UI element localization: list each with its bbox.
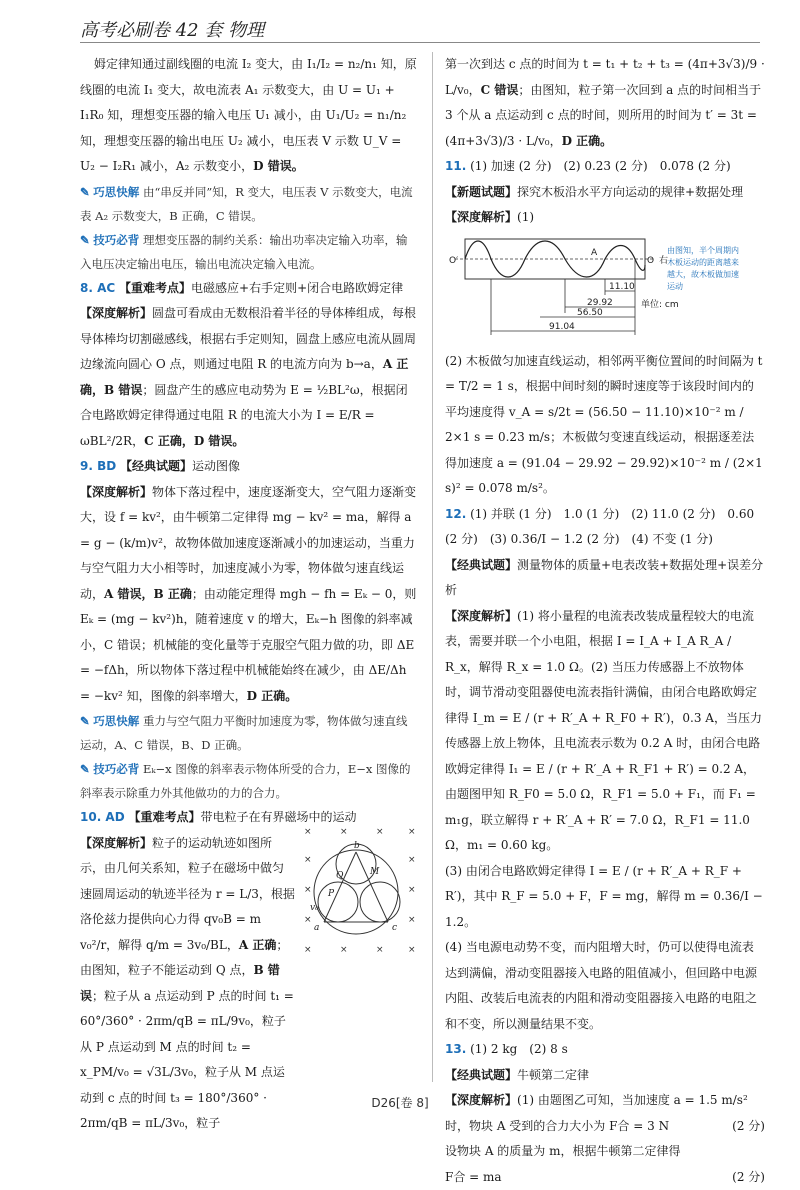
tip-must-know-1: ✎ 技巧必背 理想变压器的制约关系：输出功率决定输入功率，输入电压决定输出电压，输出电流决定输入电流。 [80, 228, 418, 276]
dist-29-92: 29.92 [587, 298, 613, 308]
label-b: b [354, 841, 360, 851]
q8-analysis: 【深度解析】圆盘可看成由无数根沿着半径的导体棒组成，每根导体棒均切割磁感线，根据右手定则知，圆盘上感应电流从圆周边缘流向圆心 O 点，则通过电阻 R 的电流方向为 b→a，A 正确，B 错误；圆盘产生的感应电动势为 E = ½BL²ω，根据闭合电路欧姆定律得通过电阻 R 的电流大小为 I = E/R = ωBL²/2R，C 正确，D 错误。 [80, 301, 418, 454]
tip-quick-solution-2: ✎ 巧思快解 重力与空气阻力平衡时加速度为零，物体做匀速直线运动，A、C 错误，B、D 正确。 [80, 709, 418, 757]
score-2: (2 分) [732, 1165, 765, 1190]
q12-answers: 12. (1) 并联 (1 分) 1.0 (1 分) (2) 11.0 (2 分) 0.60 (2 分) (3) 0.36/I − 1.2 (2 分) (4) 不变 (1 分) [445, 502, 765, 553]
label-c: c [392, 923, 397, 933]
svg-text:×: × [304, 855, 312, 865]
pencil-icon: ✎ [80, 185, 90, 199]
pencil-icon: ✎ [80, 714, 90, 728]
q8-header: 8. AC 【重难考点】电磁感应+右手定则+闭合电路欧姆定律 [80, 276, 418, 302]
q13-header: 【经典试题】牛顿第二定律 [445, 1063, 765, 1089]
pencil-icon: ✎ [80, 762, 90, 776]
unit-label: 单位: cm [641, 293, 679, 319]
dist-91-04: 91.04 [549, 322, 575, 332]
svg-text:×: × [408, 885, 416, 895]
margin-note: 由图知，半个周期内木板运动的距离越来越大，故木板做加速运动 [667, 245, 741, 293]
right-column [445, 52, 765, 1190]
label-v0: v₀ [310, 903, 319, 913]
tip-must-know-2: ✎ 技巧必背 Eₖ−x 图像的斜率表示物体所受的合力，E−x 图像的斜率表示除重力外其他做功的力的合力。 [80, 757, 418, 805]
page-header [80, 12, 760, 43]
book-title: 高考必刷卷 42 套 物理 [80, 16, 264, 42]
left-column [80, 52, 418, 1137]
q7-continuation: 姆定律知通过副线圈的电流 I₂ 变大，由 I₁/I₂ = n₂/n₁ 知，原线圈的电流 I₁ 变大，故电流表 A₁ 示数变大，由 U = U₁ + I₁R₀ 知，理想变压器的输入电压 U₁ 减小，由 U₁/U₂ = n₁/n₂ 知，理想变压器的输出电压 U₂ 减小，电压表 V 示数 U_V = U₂ − I₂R₁ 减小，A₂ 示数变小，D 错误。 [80, 52, 418, 180]
q11-answers: 11. (1) 加速 (2 分) (2) 0.23 (2 分) 0.078 (2 分) [445, 154, 765, 180]
q12-analysis-3: (3) 由闭合电路欧姆定律得 I = E / (r + R′_A + R_F + R′)，其中 R_F = 5.0 + F，F = mg，解得 m = 0.36/I − 1.2。 [445, 859, 765, 936]
q12-analysis: 【深度解析】(1) 将小量程的电流表改装成量程较大的电流表，需要并联一个小电阻，根据 I = I_A + I_A R_A / R_x，解得 R_x = 1.0 Ω。(2) 当压力传感器上不放物体时，调节滑动变阻器使电流表指针满偏，由闭合电路欧姆定律得 I_m = E / (r + R′_A + R_F0 + R′)，0.3 A，当压力传感器上放上物体，且电流表示数为 0.2 A 时，由闭合电路欧姆定律得 I₁ = E / (r + R′_A + R_F1 + R′) = 0.2 A，由题图甲知 R_F0 = 5.0 Ω，R_F1 = 5.0 + F₁，而 F₁ = m₁g，联立解得 r + R′_A + R′ = 7.0 Ω，R_F1 = 11.0 Ω，m₁ = 0.60 kg。 [445, 604, 765, 859]
wave-figure [445, 235, 765, 345]
score-1: (2 分) [732, 1114, 765, 1140]
svg-text:×: × [304, 827, 312, 837]
svg-text:×: × [408, 827, 416, 837]
svg-text:×: × [376, 945, 384, 955]
svg-text:×: × [340, 827, 348, 837]
label-o-prime: O′ [449, 256, 458, 266]
page-number: D26[卷 8] [0, 1094, 800, 1111]
dist-56-50: 56.50 [577, 308, 603, 318]
q13-answers: 13. (1) 2 kg (2) 8 s [445, 1037, 765, 1063]
svg-text:×: × [304, 885, 312, 895]
label-Q: Q [336, 871, 344, 881]
column-divider [432, 52, 433, 1082]
wave-diagram [445, 235, 675, 345]
label-a: a [314, 923, 319, 933]
q13-equation: F合 = ma (2 分) [445, 1165, 765, 1190]
svg-text:×: × [340, 945, 348, 955]
q11-analysis-2: (2) 木板做匀加速直线运动，相邻两平衡位置间的时间隔为 t = T/2 = 1 s，根据中间时刻的瞬时速度等于该段时间内的平均速度得 v_A = s/2t = (56.50 − 11.10)×10⁻² m / 2×1 s = 0.23 m/s；木板做匀变速直线运动，根据逐差法得加速度 a = (91.04 − 29.92 − 29.92)×10⁻² m / (2×1 s)² = 0.078 m/s²。 [445, 349, 765, 502]
tip-quick-solution-1: ✎ 巧思快解 由“串反并同”知，R 变大，电压表 V 示数变大，电流表 A₂ 示数变大，B 正确，C 错误。 [80, 180, 418, 228]
svg-text:×: × [408, 855, 416, 865]
label-P: P [327, 889, 335, 899]
q9-header: 9. BD 【经典试题】运动图像 [80, 454, 418, 480]
q10-continuation: 第一次到达 c 点的时间为 t = t₁ + t₂ + t₃ = (4π+3√3)/9 · L/v₀，C 错误；由图知，粒子第一次回到 a 点的时间相当于 3 个从 a 点运动到 c 点的时间，则所用的时间为 t′ = 3t = (4π+3√3)/3 · L/v₀，D 正确。 [445, 52, 765, 154]
q10-analysis: 【深度解析】粒子的运动轨迹如图所示，由几何关系知，粒子在磁场中做匀速圆周运动的轨迹半径为 r = L/3，根据洛伦兹力提供向心力得 qv₀B = m v₀²/r，解得 q/m = 3v₀/BL，A 正确；由图知，粒子不能运动到 Q 点，B 错误；粒子从 a 点运动到 P 点的时间 t₁ = 60°/360° · 2πm/qB = πL/9v₀，粒子从 P 点运动到 M 点的时间 t₂ = x_PM/v₀ = √3L/3v₀，粒子从 M 点运动到 c 点的时间 t₃ = 180°/360° · 2πm/qB = πL/3v₀，粒子 [80, 831, 295, 1137]
trajectory-diagram [300, 822, 418, 964]
pencil-icon: ✎ [80, 233, 90, 247]
dist-11-10: 11.10 [609, 282, 635, 292]
q11-header: 【新题试题】探究木板沿水平方向运动的规律+数据处理 [445, 180, 765, 206]
svg-text:×: × [304, 915, 312, 925]
magnetic-field-figure [300, 822, 418, 964]
label-M: M [369, 867, 380, 877]
q9-analysis: 【深度解析】物体下落过程中，速度逐渐变大，空气阻力逐渐变大，设 f = kv²，由牛顿第二定律得 mg − kv² = ma，解得 a = g − (k/m)v²，故物体做加速度逐渐减小的加速运动，当重力与空气阻力大小相等时，加速度减小为零，物体做匀速直线运动，A 错误，B 正确；由动能定理得 mgh − fh = Eₖ − 0，则 Eₖ = (mg − kv²)h，随着速度 v 的增大，Eₖ−h 图像的斜率减小，C 错误；机械能的变化量等于克服空气阻力做的功，即 ΔE = −fΔh，所以物体下落过程中机械能始终在减少，由 ΔE/Δh = −kv² 知，图像的斜率增大，D 正确。 [80, 480, 418, 710]
q11-analysis-label: 【深度解析】(1) [445, 205, 765, 231]
label-right: 右 [659, 254, 668, 266]
q13-analysis-2: 设物块 A 的质量为 m，根据牛顿第二定律得 [445, 1139, 765, 1165]
q12-header: 【经典试题】测量物体的质量+电表改装+数据处理+误差分析 [445, 553, 765, 604]
svg-text:×: × [376, 827, 384, 837]
q13-analysis: 【深度解析】(1) 由题图乙可知，当加速度 a = 1.5 m/s² 时，物块 A 受到的合力大小为 F合 = 3 N (2 分) [445, 1088, 765, 1139]
label-o: O [647, 256, 654, 266]
svg-text:×: × [408, 915, 416, 925]
svg-text:×: × [304, 945, 312, 955]
q10-header: 10. AD 【重难考点】带电粒子在有界磁场中的运动 [80, 805, 418, 831]
label-a-point: A [591, 248, 598, 258]
svg-text:×: × [408, 945, 416, 955]
q12-analysis-4: (4) 当电源电动势不变，而内阻增大时，仍可以使得电流表达到满偏，滑动变阻器接入电路的阻值减小，但回路中电源内阻、改装后电流表的内阻和滑动变阻器接入电路的电阻之和不变，所以测量结果不变。 [445, 935, 765, 1037]
